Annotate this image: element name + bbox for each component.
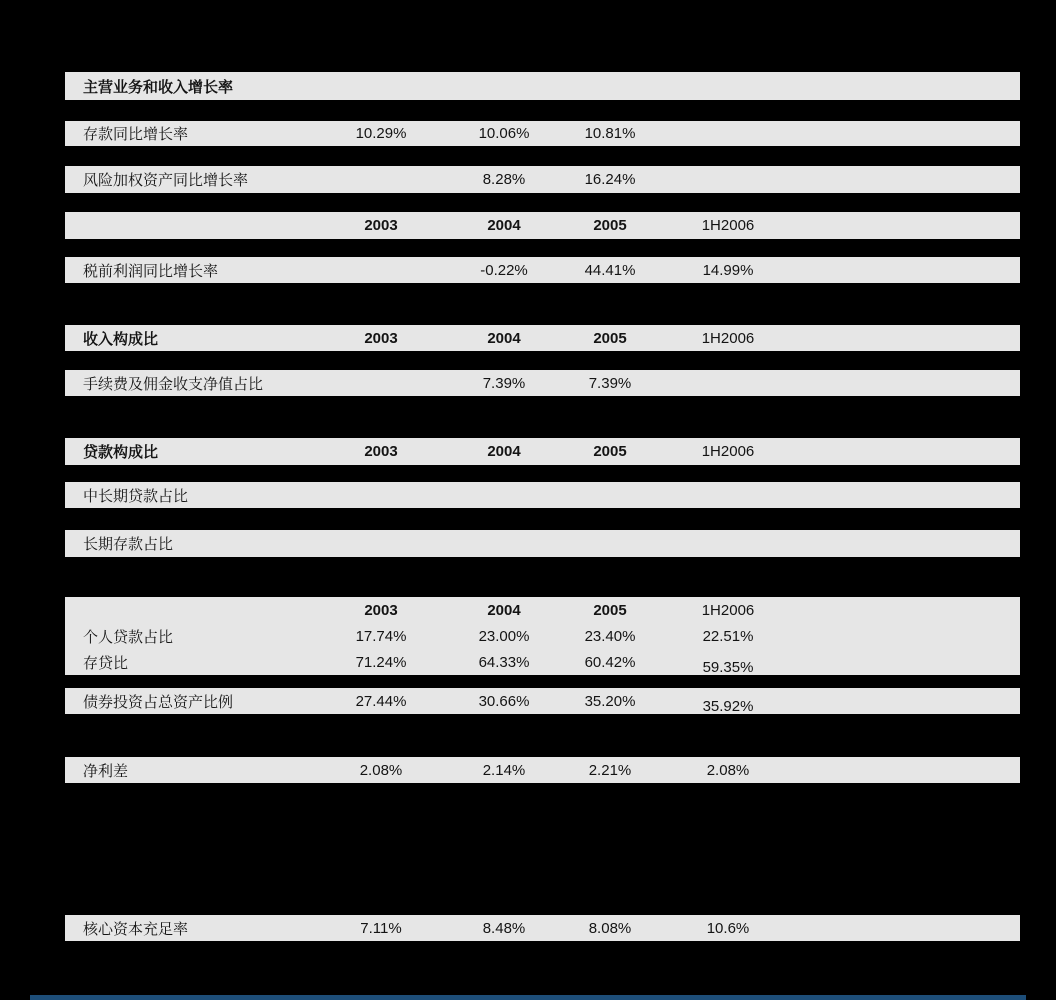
row-label: 核心资本充足率 (83, 920, 189, 938)
data-row-pretax-profit-growth (65, 257, 1020, 283)
value-2003: 71.24% (355, 653, 407, 671)
section-title: 主营业务和收入增长率 (83, 78, 234, 96)
data-row-net-interest-spread (65, 757, 1020, 783)
data-row-loan-deposit-ratio (65, 649, 1020, 675)
data-row-mlt-loan-ratio (65, 482, 1020, 508)
value-2004: 30.66% (478, 692, 530, 710)
year-2003: 2003 (364, 602, 398, 619)
value-1h2006: 2.08% (706, 761, 750, 779)
year-2003: 2003 (364, 217, 398, 234)
year-2005: 2005 (593, 329, 627, 347)
row-label: 净利差 (83, 762, 129, 780)
value-2005: 60.42% (584, 653, 636, 671)
value-2005: 16.24% (584, 171, 636, 188)
data-row-personal-loan-ratio (65, 623, 1020, 649)
value-2004: -0.22% (480, 261, 528, 279)
value-2003: 27.44% (355, 692, 407, 710)
year-2003: 2003 (364, 443, 398, 460)
row-label: 存款同比增长率 (83, 126, 189, 143)
data-row-rwa-growth (65, 166, 1020, 193)
value-2004: 10.06% (478, 125, 530, 142)
bottom-accent-bar (30, 995, 1026, 1000)
value-2004: 2.14% (482, 761, 526, 779)
ratio-block (65, 597, 1020, 675)
value-1h2006: 14.99% (702, 261, 754, 279)
year-2004: 2004 (487, 217, 521, 234)
row-label: 存贷比 (83, 654, 129, 672)
value-2005: 23.40% (584, 627, 636, 645)
data-row-core-capital-adequacy (65, 915, 1020, 941)
value-2003: 2.08% (359, 761, 403, 779)
value-1h2006: 35.92% (702, 697, 754, 715)
section-header-row-growth (65, 72, 1020, 100)
value-1h2006: 10.6% (706, 919, 750, 937)
year-2005: 2005 (593, 443, 627, 460)
value-2005: 35.20% (584, 692, 636, 710)
value-2005: 7.39% (588, 374, 632, 392)
year-1h2006: 1H2006 (701, 602, 755, 619)
year-2004: 2004 (487, 329, 521, 347)
data-row-fee-income-ratio (65, 370, 1020, 396)
row-label: 税前利润同比增长率 (83, 262, 219, 280)
value-2004: 8.48% (482, 919, 526, 937)
value-2004: 8.28% (482, 171, 526, 188)
section-header-row-income-mix (65, 325, 1020, 351)
value-1h2006: 59.35% (702, 658, 754, 676)
value-2005: 2.21% (588, 761, 632, 779)
year-2004: 2004 (487, 602, 521, 619)
data-row-deposit-growth (65, 121, 1020, 146)
section-header-row-loan-mix (65, 438, 1020, 465)
value-2004: 7.39% (482, 374, 526, 392)
year-2004: 2004 (487, 443, 521, 460)
year-1h2006: 1H2006 (701, 443, 755, 460)
value-2005: 8.08% (588, 919, 632, 937)
value-2003: 17.74% (355, 627, 407, 645)
year-2005: 2005 (593, 602, 627, 619)
row-label: 债券投资占总资产比例 (83, 693, 234, 711)
year-2003: 2003 (364, 329, 398, 347)
value-2005: 44.41% (584, 261, 636, 279)
year-2005: 2005 (593, 217, 627, 234)
value-2003: 10.29% (355, 125, 407, 142)
value-2004: 64.33% (478, 653, 530, 671)
value-2004: 23.00% (478, 627, 530, 645)
row-label: 长期存款占比 (83, 536, 174, 553)
row-label: 中长期贷款占比 (83, 487, 189, 505)
year-1h2006: 1H2006 (701, 217, 755, 234)
section-title: 贷款构成比 (83, 444, 159, 461)
section-title: 收入构成比 (83, 330, 159, 348)
years-header-row (65, 597, 1020, 623)
row-label: 风险加权资产同比增长率 (83, 172, 249, 189)
value-2003: 7.11% (360, 919, 402, 937)
row-label: 个人贷款占比 (83, 628, 174, 646)
data-row-lt-deposit-ratio (65, 530, 1020, 557)
value-1h2006: 22.51% (702, 627, 754, 645)
year-1h2006: 1H2006 (701, 329, 755, 347)
value-2005: 10.81% (584, 125, 636, 142)
row-label: 手续费及佣金收支净值占比 (83, 375, 264, 393)
years-header-row (65, 212, 1020, 239)
data-row-bond-investment-ratio (65, 688, 1020, 714)
